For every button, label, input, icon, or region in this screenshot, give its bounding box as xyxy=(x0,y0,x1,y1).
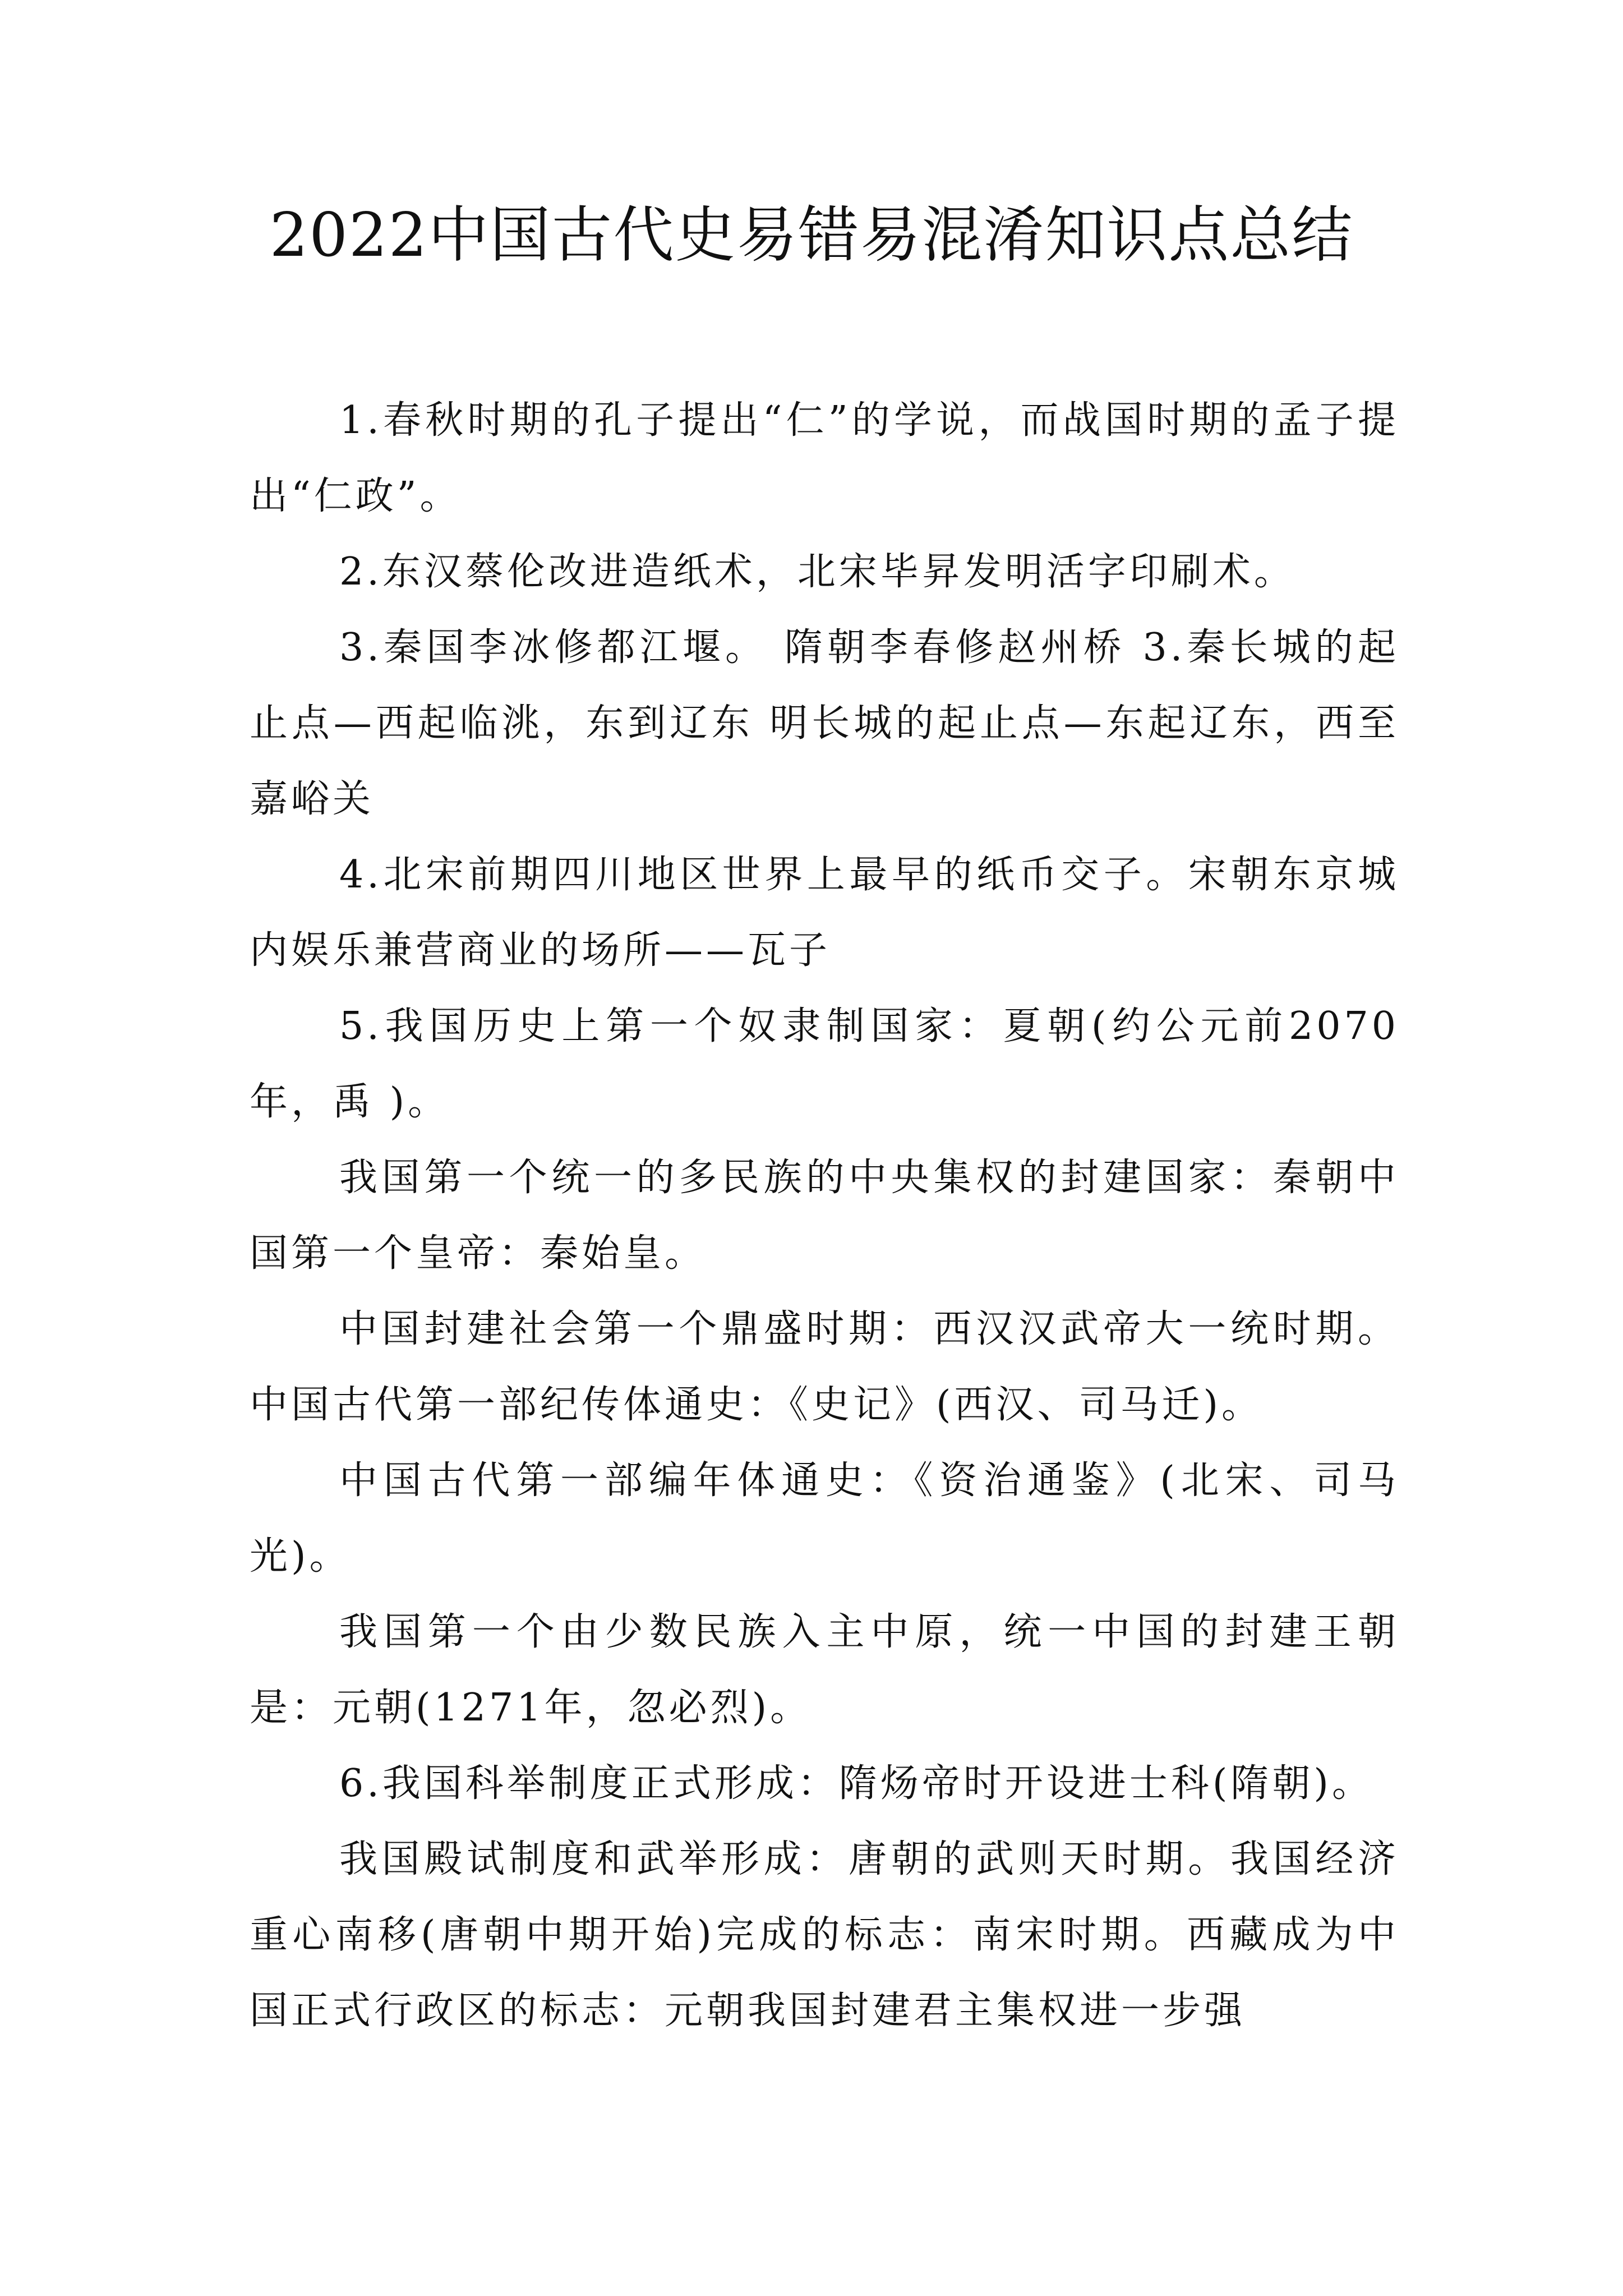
paragraph-1: 1.春秋时期的孔子提出“仁”的学说，而战国时期的孟子提出“仁政”。 xyxy=(250,398,1399,518)
document-title: 2022中国古代史易错易混淆知识点总结 xyxy=(269,200,1354,270)
paragraph-3: 3.秦国李冰修都江堰。 隋朝李春修赵州桥 3.秦长城的起止点—西起临洮，东到辽东 明长城的起止点—东起辽东，西至嘉峪关 xyxy=(250,625,1399,821)
paragraph-5: 5.我国历史上第一个奴隶制国家：夏朝(约公元前2070年，禹 )。 xyxy=(250,1004,1399,1124)
paragraph-2: 2.东汉蔡伦改进造纸术，北宋毕昇发明活字印刷术。 xyxy=(339,550,1295,594)
paragraph-7: 中国封建社会第一个鼎盛时期：西汉汉武帝大一统时期。中国古代第一部纪传体通史：《史记》(西汉、司马迁)。 xyxy=(250,1307,1399,1427)
paragraph-4: 4.北宋前期四川地区世界上最早的纸币交子。宋朝东京城内娱乐兼营商业的场所——瓦子 xyxy=(250,853,1399,973)
paragraph-10: 6.我国科举制度正式形成：隋炀帝时开设进士科(隋朝)。 xyxy=(339,1761,1373,1806)
document-body xyxy=(250,383,1399,2049)
paragraph-9: 我国第一个由少数民族入主中原，统一中国的封建王朝是：元朝(1271年，忽必烈)。 xyxy=(250,1610,1399,1730)
paragraph-8: 中国古代第一部编年体通史：《资治通鉴》(北宋、司马光)。 xyxy=(250,1458,1399,1579)
paragraph-11: 我国殿试制度和武举形成：唐朝的武则天时期。我国经济重心南移(唐朝中期开始)完成的标志：南宋时期。西藏成为中国正式行政区的标志：元朝我国封建君主集权进一步强 xyxy=(250,1837,1399,2033)
paragraph-6: 我国第一个统一的多民族的中央集权的封建国家：秦朝中国第一个皇帝：秦始皇。 xyxy=(250,1156,1399,1276)
